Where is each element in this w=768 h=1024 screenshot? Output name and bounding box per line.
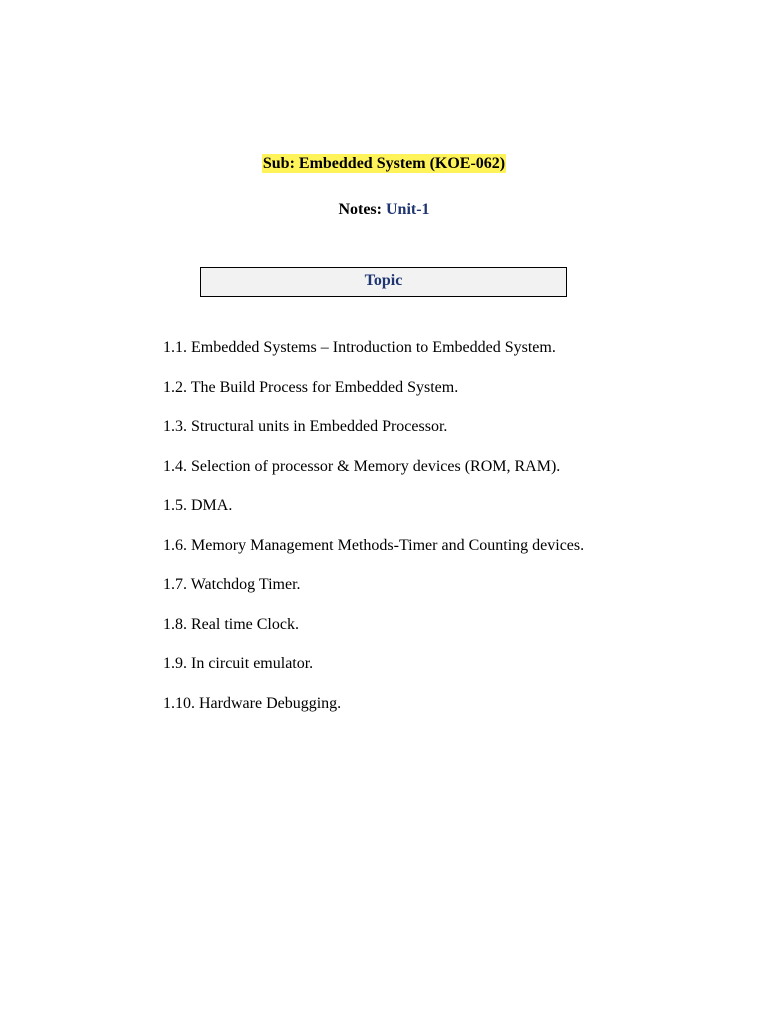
topic-item-1-4: 1.4. Selection of processor & Memory devices (ROM, RAM). — [163, 457, 561, 475]
topic-item-1-3: 1.3. Structural units in Embedded Processor. — [163, 418, 448, 435]
topic-item-1-7: 1.7. Watchdog Timer. — [163, 576, 301, 593]
topic-title: Topic — [364, 272, 403, 289]
topic-item-1-5: 1.5. DMA. — [163, 497, 233, 514]
topic-item-1-6: 1.6. Memory Management Methods-Timer and Counting devices. — [163, 536, 585, 554]
topic-header-box — [200, 267, 567, 297]
topic-list — [163, 338, 584, 733]
subject-heading — [0, 154, 768, 174]
topic-item-1-8: 1.8. Real time Clock. — [163, 615, 299, 633]
topic-item-1-10: 1.10. Hardware Debugging. — [163, 694, 342, 712]
subject-highlight: Sub: Embedded System (KOE-062) — [262, 155, 506, 172]
topic-item-1-2: 1.2. The Build Process for Embedded System. — [163, 378, 459, 396]
topic-item-1-9: 1.9. In circuit emulator. — [163, 655, 314, 672]
notes-label: Notes: — [338, 201, 382, 218]
notes-heading — [0, 200, 768, 220]
topic-item-1-1: 1.1. Embedded Systems – Introduction to Embedded System. — [163, 339, 556, 356]
unit-label: Unit-1 — [385, 201, 430, 218]
